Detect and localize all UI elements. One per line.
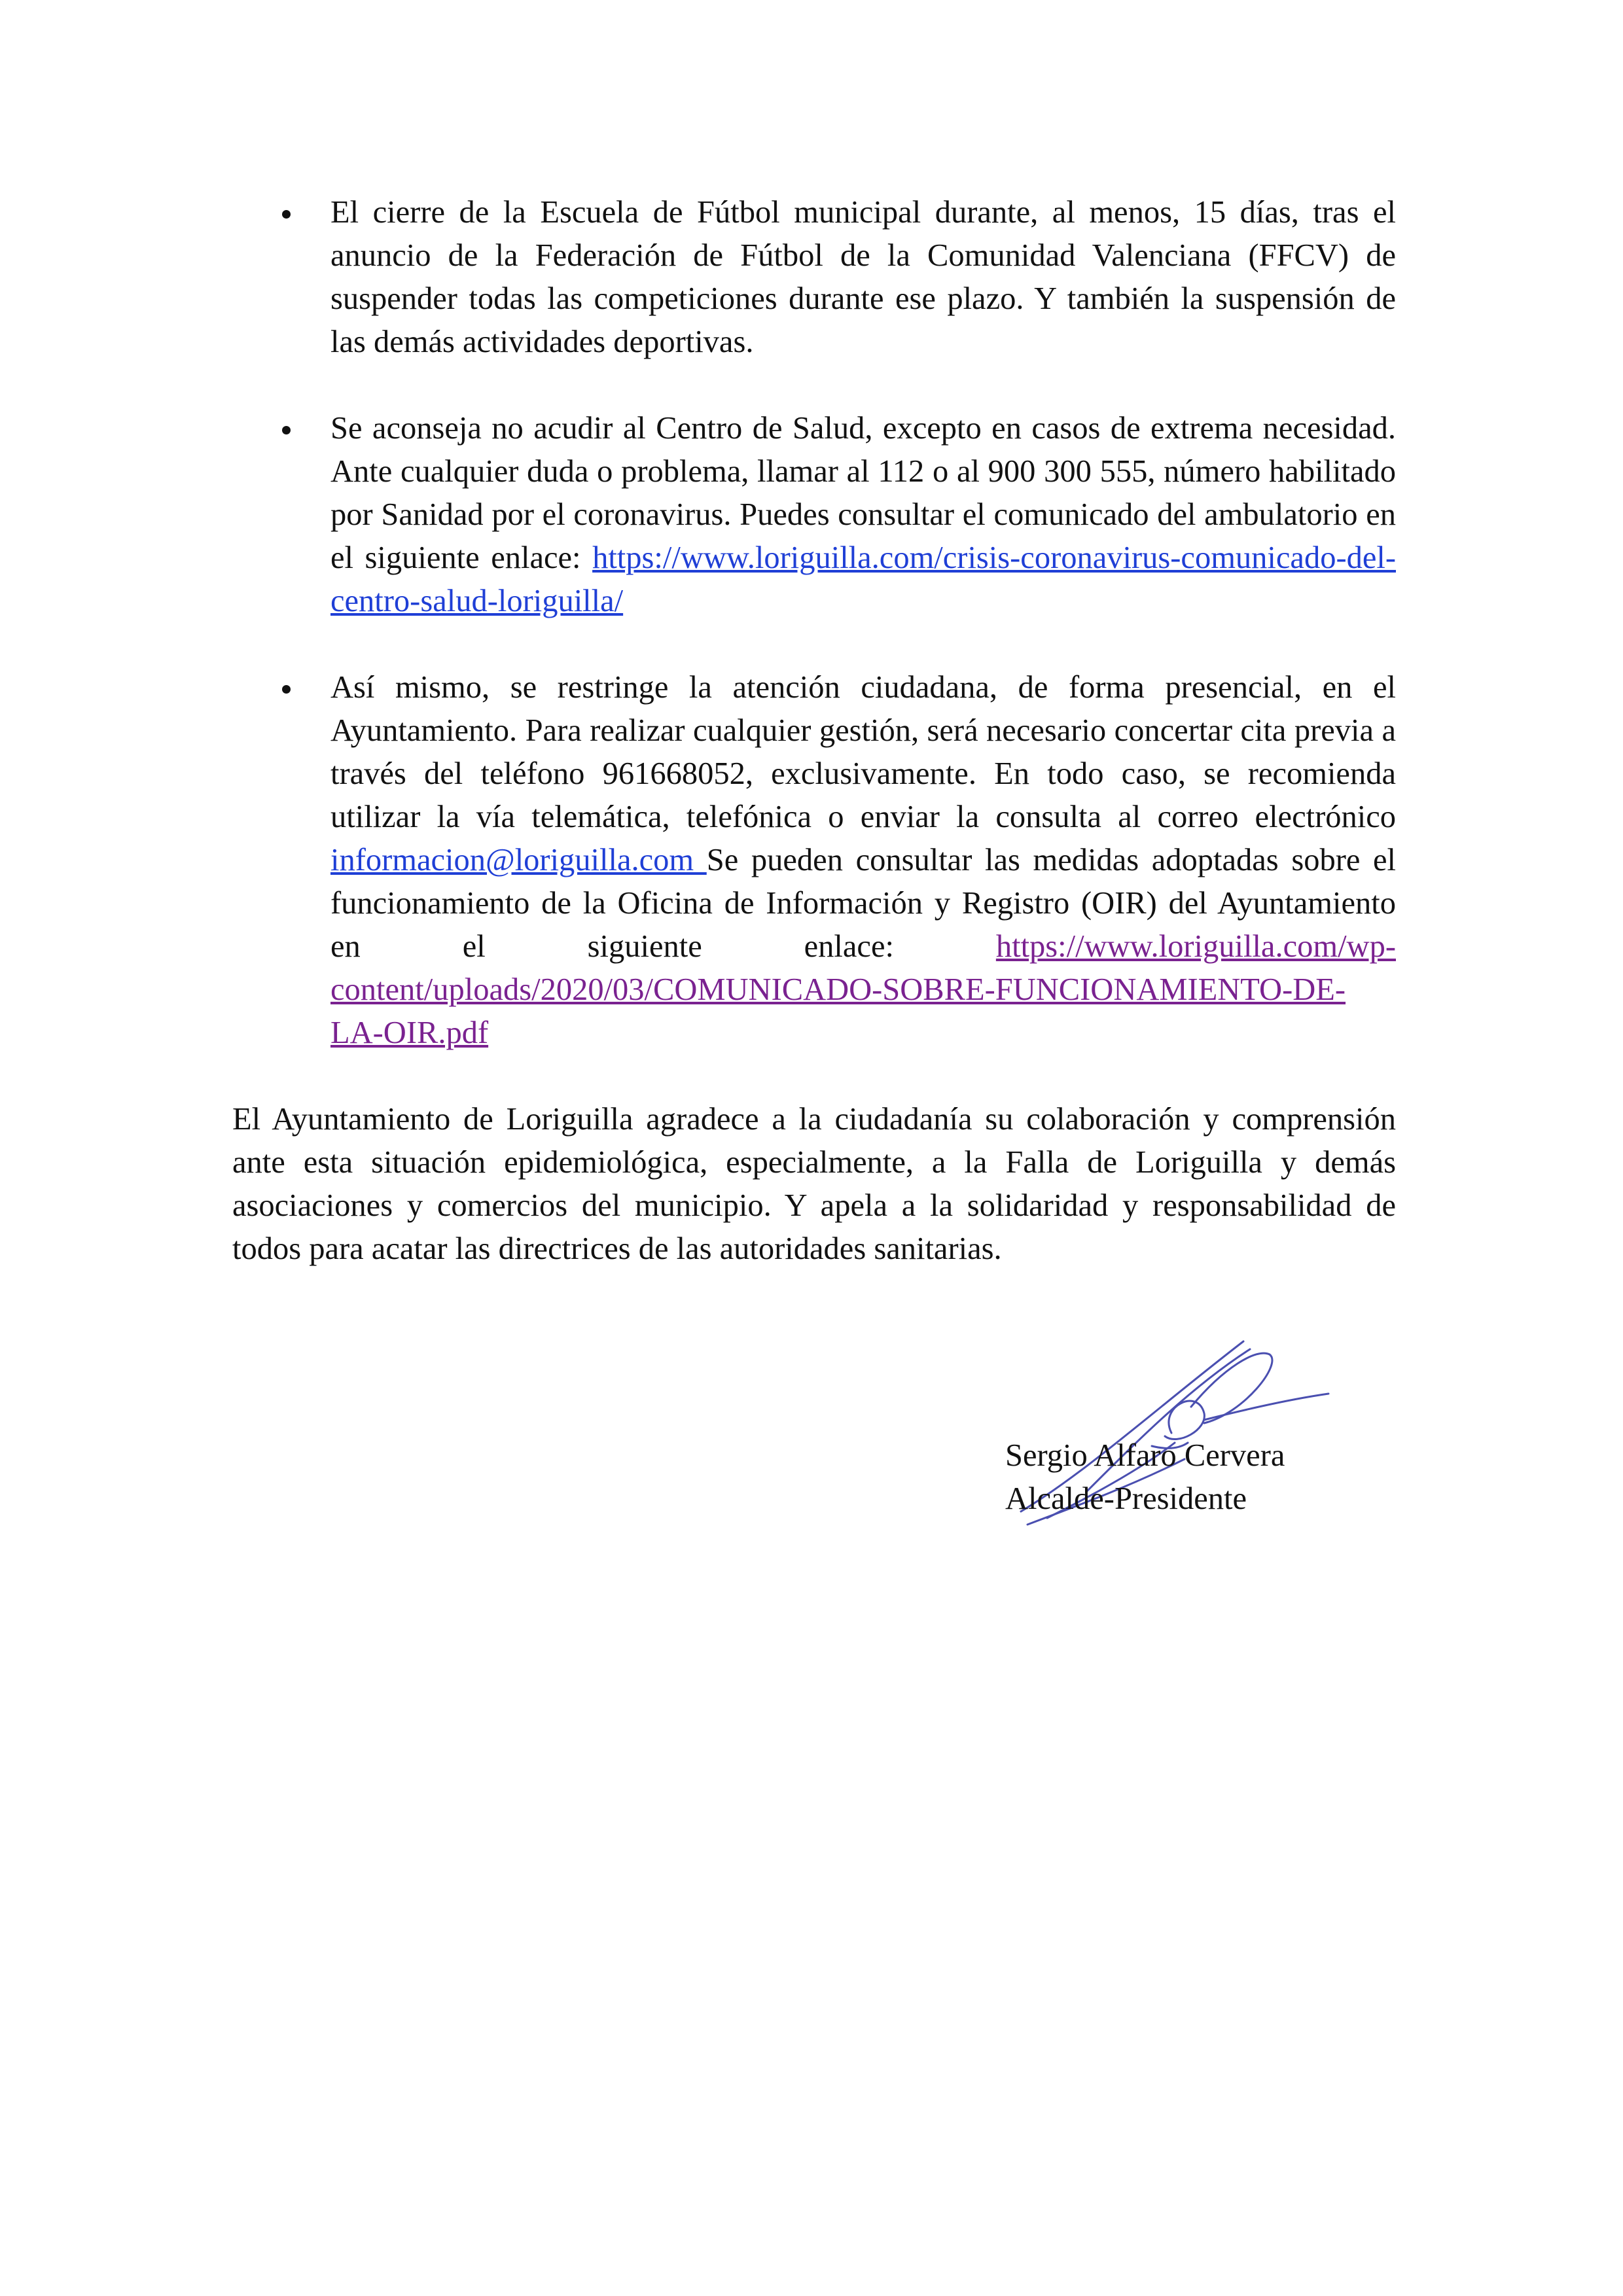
bullet-icon bbox=[282, 210, 291, 219]
signature-block bbox=[1005, 1434, 1285, 1521]
bullet-icon bbox=[282, 426, 291, 434]
bullet-text: El cierre de la Escuela de Fútbol municipal durante, al menos, 15 días, tras el anuncio de la Federación de Fútbol de la Comunidad Valenciana (FFCV) de suspender todas las competiciones durante ese plazo. Y también la suspensión de las demás actividades deportivas. bbox=[330, 195, 1396, 359]
signer-title: Alcalde-Presidente bbox=[1005, 1481, 1247, 1516]
measures-list bbox=[232, 191, 1396, 1055]
bullet-text: Se aconseja no acudir al Centro de Salud, excepto en casos de extrema necesidad. Ante cualquier duda o problema, llamar al 112 o al 900 300 555, número habilitado por Sanidad por el coronavirus. Puedes consultar el comunicado del ambulatorio en el siguiente enlace: bbox=[330, 411, 1396, 575]
health-center-link[interactable]: https://www.loriguilla.com/crisis-coronavirus-comunicado-del-centro-salud-loriguilla/ bbox=[330, 540, 1396, 618]
list-item bbox=[232, 666, 1396, 1055]
list-item bbox=[232, 191, 1396, 364]
bullet-icon bbox=[282, 685, 291, 694]
oir-notice-link[interactable]: https://www.loriguilla.com/wp-content/uploads/2020/03/COMUNICADO-SOBRE-FUNCIONAMIENTO-DE-LA-OIR.pdf bbox=[330, 929, 1396, 1050]
document-body bbox=[232, 191, 1396, 1271]
closing-paragraph: El Ayuntamiento de Loriguilla agradece a la ciudadanía su colaboración y comprensión ante esta situación epidemiológica, especialmente, a la Falla de Loriguilla y demás asociaciones y comercios del municipio. Y apela a la solidaridad y responsabilidad de todos para acatar las directrices de las autoridades sanitarias. bbox=[232, 1102, 1396, 1266]
bullet-text: Así mismo, se restringe la atención ciudadana, de forma presencial, en el Ayuntamiento. Para realizar cualquier gestión, será necesario concertar cita previa a través del teléfono 961668052, exclusivamente. En todo caso, se recomienda utilizar la vía telemática, telefónica o enviar la consulta al correo electrónico bbox=[330, 670, 1396, 834]
email-link[interactable]: informacion@loriguilla.com bbox=[330, 843, 707, 877]
signer-name: Sergio Alfaro Cervera bbox=[1005, 1438, 1285, 1473]
bullet-text-continued: Se pueden consultar las medidas adoptadas sobre el funcionamiento de la Oficina de Información y Registro (OIR) del Ayuntamiento en el siguiente enlace: bbox=[330, 843, 1396, 964]
list-item bbox=[232, 407, 1396, 623]
